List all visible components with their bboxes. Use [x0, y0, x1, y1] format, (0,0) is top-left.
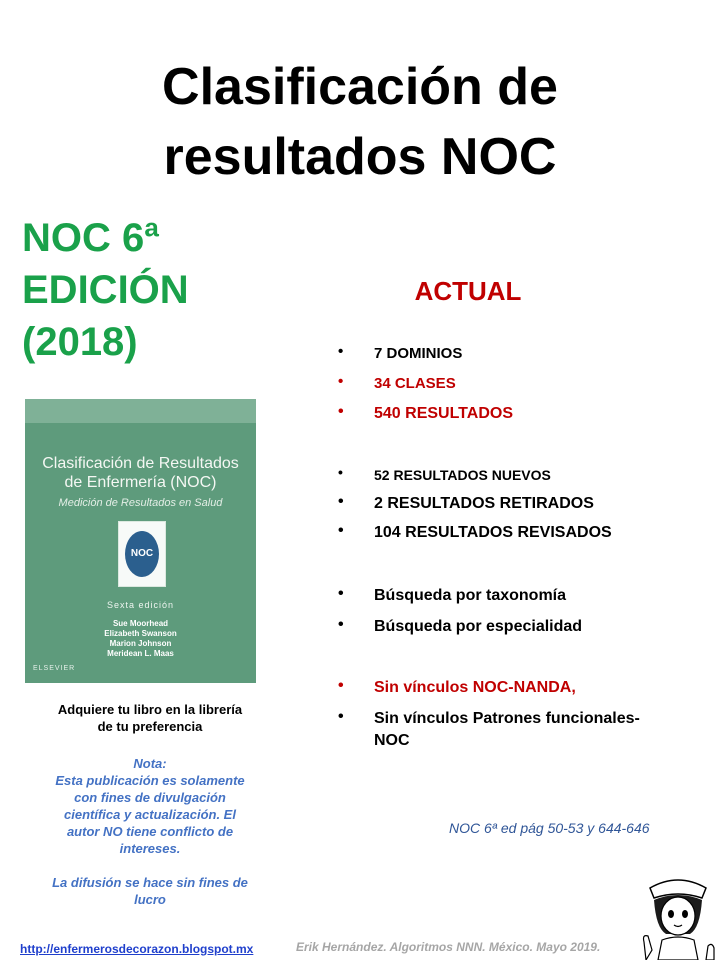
list-item: [338, 616, 694, 638]
cover-title: [25, 454, 256, 492]
list-item: [338, 708, 674, 752]
list-item-text: Sin vínculos NOC-NANDA,: [374, 679, 576, 696]
book-cover-image: [25, 399, 256, 683]
buy-line: de tu preferencia: [97, 719, 203, 734]
buy-book-text: [30, 701, 270, 735]
bullet-icon: •: [338, 677, 344, 694]
bullet-icon: •: [338, 343, 344, 360]
cover-authors: [25, 619, 256, 659]
note-line: lucro: [134, 892, 166, 907]
cover-author: Marion Johnson: [109, 639, 172, 648]
cover-edition: Sexta edición: [106, 600, 175, 610]
list-item-text: 52 RESULTADOS NUEVOS: [374, 467, 551, 483]
cover-title-line: de Enfermería (NOC): [64, 474, 217, 491]
bullet-icon: •: [338, 403, 344, 420]
buy-line: Adquiere tu libro en la librería: [57, 702, 243, 717]
bullet-icon: •: [338, 616, 344, 633]
noc-logo-text: NOC: [125, 531, 159, 577]
list-item-text: Sin vínculos Patrones funcionales-NOC: [374, 710, 640, 749]
list-item-text: 540 RESULTADOS: [374, 405, 513, 422]
cover-publisher: ELSEVIER: [33, 665, 76, 672]
blog-link[interactable]: http://enfermerosdecorazon.blogspot.mx: [20, 942, 254, 956]
note-line: científica y actualización. El: [64, 807, 236, 822]
cover-title-line: Clasificación de Resultados: [42, 455, 239, 472]
actual-heading: ACTUAL: [414, 276, 522, 306]
noc-logo-icon: [118, 521, 166, 587]
footer-credit: Erik Hernández. Algoritmos NNN. México. Mayo 2019.: [296, 940, 601, 954]
cover-author: Sue Moorhead: [112, 619, 169, 628]
list-item: [338, 522, 694, 544]
list-item-text: 104 RESULTADOS REVISADOS: [374, 524, 612, 541]
page-title-line: resultados NOC: [163, 128, 557, 186]
edition-label: [22, 212, 282, 368]
disclaimer-note: [30, 755, 270, 908]
list-item-text: 2 RESULTADOS RETIRADOS: [374, 495, 594, 512]
cover-subtitle: Medición de Resultados en Salud: [58, 497, 223, 509]
list-item-text: 7 DOMINIOS: [374, 345, 463, 362]
list-item: [338, 677, 694, 699]
nurse-illustration-icon: [636, 870, 720, 960]
edition-line: EDICIÓN: [22, 268, 189, 312]
page-title: [60, 52, 660, 192]
list-item-text: 34 CLASES: [374, 375, 456, 392]
edition-line: NOC 6ª: [22, 216, 160, 260]
page-title-line: Clasificación de: [162, 58, 558, 116]
list-item-text: Búsqueda por especialidad: [374, 618, 583, 635]
bullet-icon: •: [338, 493, 344, 510]
list-item: [338, 343, 694, 365]
note-line: La difusión se hace sin fines de: [52, 875, 248, 890]
cover-author: Elizabeth Swanson: [104, 629, 177, 638]
list-item: [338, 464, 694, 486]
page-reference: NOC 6ª ed pág 50-53 y 644-646: [449, 820, 650, 836]
note-line: intereses.: [119, 841, 181, 856]
bullet-icon: •: [338, 373, 344, 390]
note-line: autor NO tiene conflicto de: [66, 824, 234, 839]
cover-author: Meridean L. Maas: [107, 649, 174, 658]
list-item: [338, 373, 694, 395]
note-line: Esta publicación es solamente: [55, 773, 245, 788]
list-item-text: Búsqueda por taxonomía: [374, 587, 567, 604]
note-spacer: [30, 857, 270, 874]
bullet-icon: •: [338, 522, 344, 539]
list-item: [338, 403, 694, 425]
cover-top-band: [25, 399, 256, 423]
bullet-icon: •: [338, 464, 343, 480]
edition-line: (2018): [22, 320, 138, 364]
list-item: [338, 493, 694, 515]
bullet-icon: •: [338, 585, 344, 602]
bullet-icon: •: [338, 708, 344, 725]
list-item: [338, 585, 694, 607]
note-line: con fines de divulgación: [74, 790, 226, 805]
note-heading: Nota:: [133, 756, 167, 771]
